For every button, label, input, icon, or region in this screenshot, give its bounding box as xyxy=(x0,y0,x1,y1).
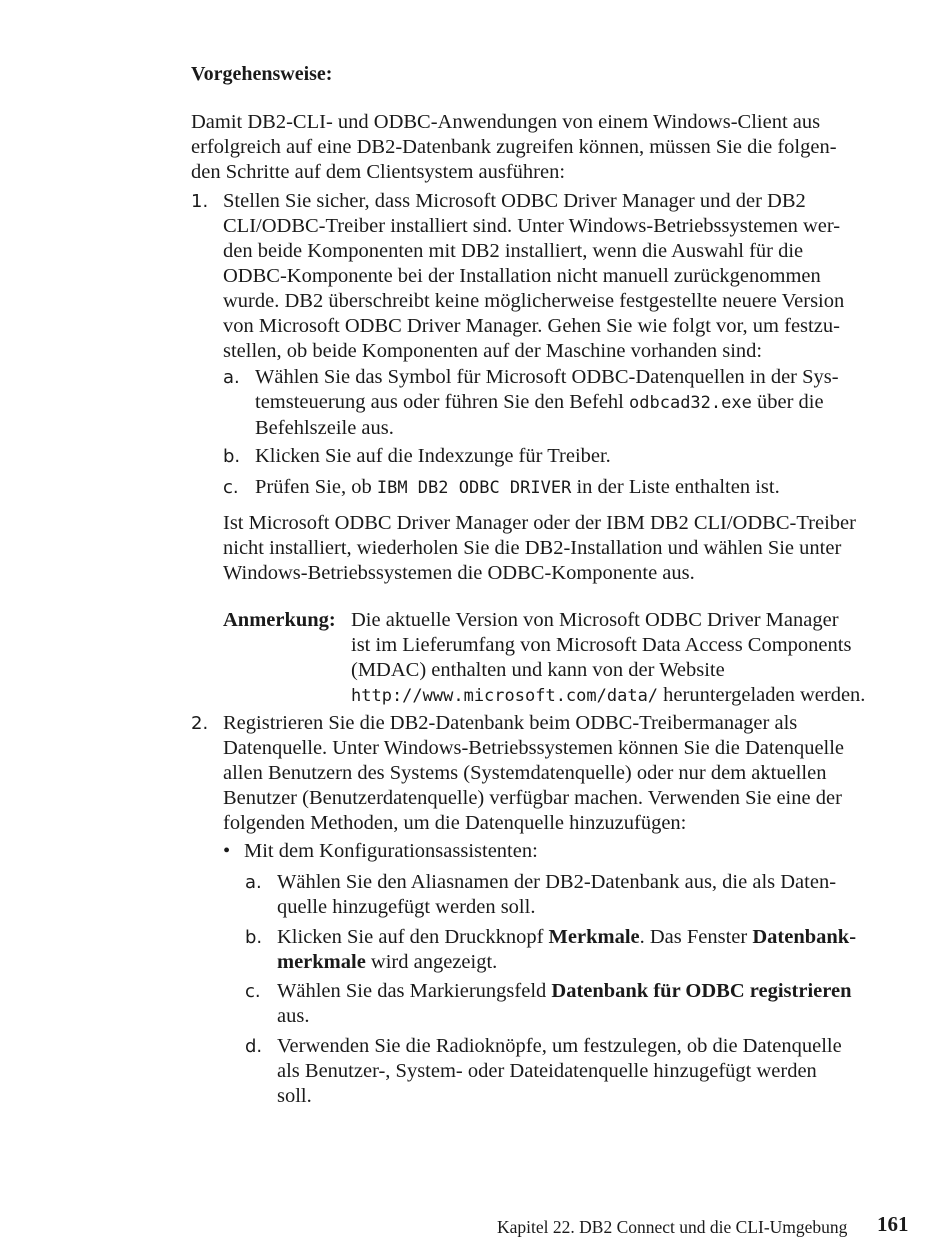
step-2c-label: c. xyxy=(245,981,261,1002)
page-number: 161 xyxy=(877,1212,909,1236)
step-1-number: 1. xyxy=(191,191,209,212)
step-2b-line xyxy=(277,950,927,975)
step-1-line: stellen, ob beide Komponenten auf der Maschine vorhanden sind: xyxy=(223,340,763,362)
step-2a-text xyxy=(277,870,927,920)
step-2-line: Benutzer (Benutzerdatenquelle) verfügbar machen. Verwenden Sie eine der xyxy=(223,787,842,809)
step-1-line: von Microsoft ODBC Driver Manager. Gehen Sie wie folgt vor, um festzu- xyxy=(223,315,840,337)
step-1b-line: Klicken Sie auf die Indexzunge für Treiber. xyxy=(255,445,611,467)
step-1c-text xyxy=(255,475,925,501)
step-2c-line xyxy=(277,979,927,1004)
note-url-post: heruntergeladen werden. xyxy=(658,684,866,706)
step-1-line: wurde. DB2 überschreibt keine möglicherweise festgestellte neuere Version xyxy=(223,290,845,312)
step-2-number: 2. xyxy=(191,713,209,734)
step-1-line: den beide Komponenten mit DB2 installiert, wenn die Auswahl für die xyxy=(223,240,804,262)
step-1-line: Stellen Sie sicher, dass Microsoft ODBC Driver Manager und der DB2 xyxy=(223,190,806,212)
step-1c-label: c. xyxy=(223,477,239,498)
bullet-icon: • xyxy=(223,840,231,862)
step-2c-text-pre: Wählen Sie das Markierungsfeld xyxy=(277,980,552,1002)
step-2b-text xyxy=(277,925,927,975)
intro-line: Damit DB2-CLI- und ODBC-Anwendungen von einem Windows-Client aus xyxy=(191,111,821,133)
step-1-line: CLI/ODBC-Treiber installiert sind. Unter Windows-Betriebssystemen wer- xyxy=(223,215,841,237)
followup-line: Ist Microsoft ODBC Driver Manager oder der IBM DB2 CLI/ODBC-Treiber xyxy=(223,512,856,534)
datenbank-bold: Datenbank- xyxy=(752,926,857,948)
step-2d-label: d. xyxy=(245,1036,263,1057)
followup-line: Windows-Betriebssystemen die ODBC-Komponente aus. xyxy=(223,562,695,584)
step-2a-line: quelle hinzugefügt werden soll. xyxy=(277,896,536,918)
step-1a-line: Befehlszeile aus. xyxy=(255,417,394,439)
step-2a-label: a. xyxy=(245,872,262,893)
step-1-text xyxy=(223,189,923,364)
step-1a-line: Wählen Sie das Symbol für Microsoft ODBC-Datenquellen in der Sys- xyxy=(255,366,839,388)
website-url: http://www.microsoft.com/data/ xyxy=(351,686,659,706)
step-1b-text xyxy=(255,444,925,469)
section-heading: Vorgehensweise: xyxy=(191,63,333,85)
step-2-line: Registrieren Sie die DB2-Datenbank beim ODBC-Treibermanager als xyxy=(223,712,798,734)
step-2d-line: als Benutzer-, System- oder Dateidatenquelle hinzugefügt werden xyxy=(277,1060,817,1082)
step-2d-line: Verwenden Sie die Radioknöpfe, um festzulegen, ob die Datenquelle xyxy=(277,1035,842,1057)
step-2d-line: soll. xyxy=(277,1085,312,1107)
step-1c-line xyxy=(255,475,925,501)
step-2b-label: b. xyxy=(245,927,263,948)
step-2b-text-mid: . Das Fenster xyxy=(639,926,753,948)
footer-chapter: Kapitel 22. DB2 Connect und die CLI-Umgebung xyxy=(497,1217,848,1237)
step-1a-text xyxy=(255,365,925,441)
followup-line: nicht installiert, wiederholen Sie die DB2-Installation und wählen Sie unter xyxy=(223,537,842,559)
step-1b-label: b. xyxy=(223,446,241,467)
step-1a-text-post: über die xyxy=(751,391,824,413)
note-line: (MDAC) enthalten und kann von der Website xyxy=(351,659,725,681)
step-1-followup xyxy=(223,511,923,586)
step-1-line: ODBC-Komponente bei der Installation nicht manuell zurückgenommen xyxy=(223,265,821,287)
intro-line: den Schritte auf dem Clientsystem ausführen: xyxy=(191,161,566,183)
intro-paragraph xyxy=(191,110,911,185)
intro-line: erfolgreich auf eine DB2-Datenbank zugreifen können, müssen Sie die folgen- xyxy=(191,136,837,158)
command-code: odbcad32.exe xyxy=(629,393,752,413)
step-2a-line: Wählen Sie den Aliasnamen der DB2-Datenbank aus, die als Daten- xyxy=(277,871,837,893)
step-1c-text-post: in der Liste enthalten ist. xyxy=(571,476,780,498)
driver-name-code: IBM DB2 ODBC DRIVER xyxy=(376,478,572,498)
register-odbc-bold: Datenbank für ODBC registrieren xyxy=(551,980,852,1002)
note-line xyxy=(351,683,921,709)
step-2b-line xyxy=(277,925,927,950)
note-line: Die aktuelle Version von Microsoft ODBC Driver Manager xyxy=(351,609,839,631)
step-1a-label: a. xyxy=(223,367,240,388)
step-2-line: folgenden Methoden, um die Datenquelle hinzuzufügen: xyxy=(223,812,687,834)
step-2-line: Datenquelle. Unter Windows-Betriebssystemen können Sie die Datenquelle xyxy=(223,737,845,759)
merkmale-bold: Merkmale xyxy=(548,926,640,948)
merkmale-window-bold: merkmale xyxy=(277,951,366,973)
step-1c-text-pre: Prüfen Sie, ob xyxy=(255,476,377,498)
note-line: ist im Lieferumfang von Microsoft Data Access Components xyxy=(351,634,852,656)
step-1a-text-pre: temsteuerung aus oder führen Sie den Befehl xyxy=(255,391,630,413)
step-2-line: allen Benutzern des Systems (Systemdatenquelle) oder nur dem aktuellen xyxy=(223,762,827,784)
step-2d-text xyxy=(277,1034,927,1109)
step-2-text xyxy=(223,711,923,836)
step-2c-text xyxy=(277,979,927,1029)
bullet-line: Mit dem Konfigurationsassistenten: xyxy=(244,840,538,862)
step-2c-line: aus. xyxy=(277,1005,310,1027)
bullet-text xyxy=(244,839,914,864)
step-2b-text-post: wird angezeigt. xyxy=(365,951,498,973)
step-2b-text-pre: Klicken Sie auf den Druckknopf xyxy=(277,926,549,948)
step-1a-line xyxy=(255,390,925,416)
note-text xyxy=(351,608,921,709)
note-label: Anmerkung: xyxy=(223,609,336,631)
